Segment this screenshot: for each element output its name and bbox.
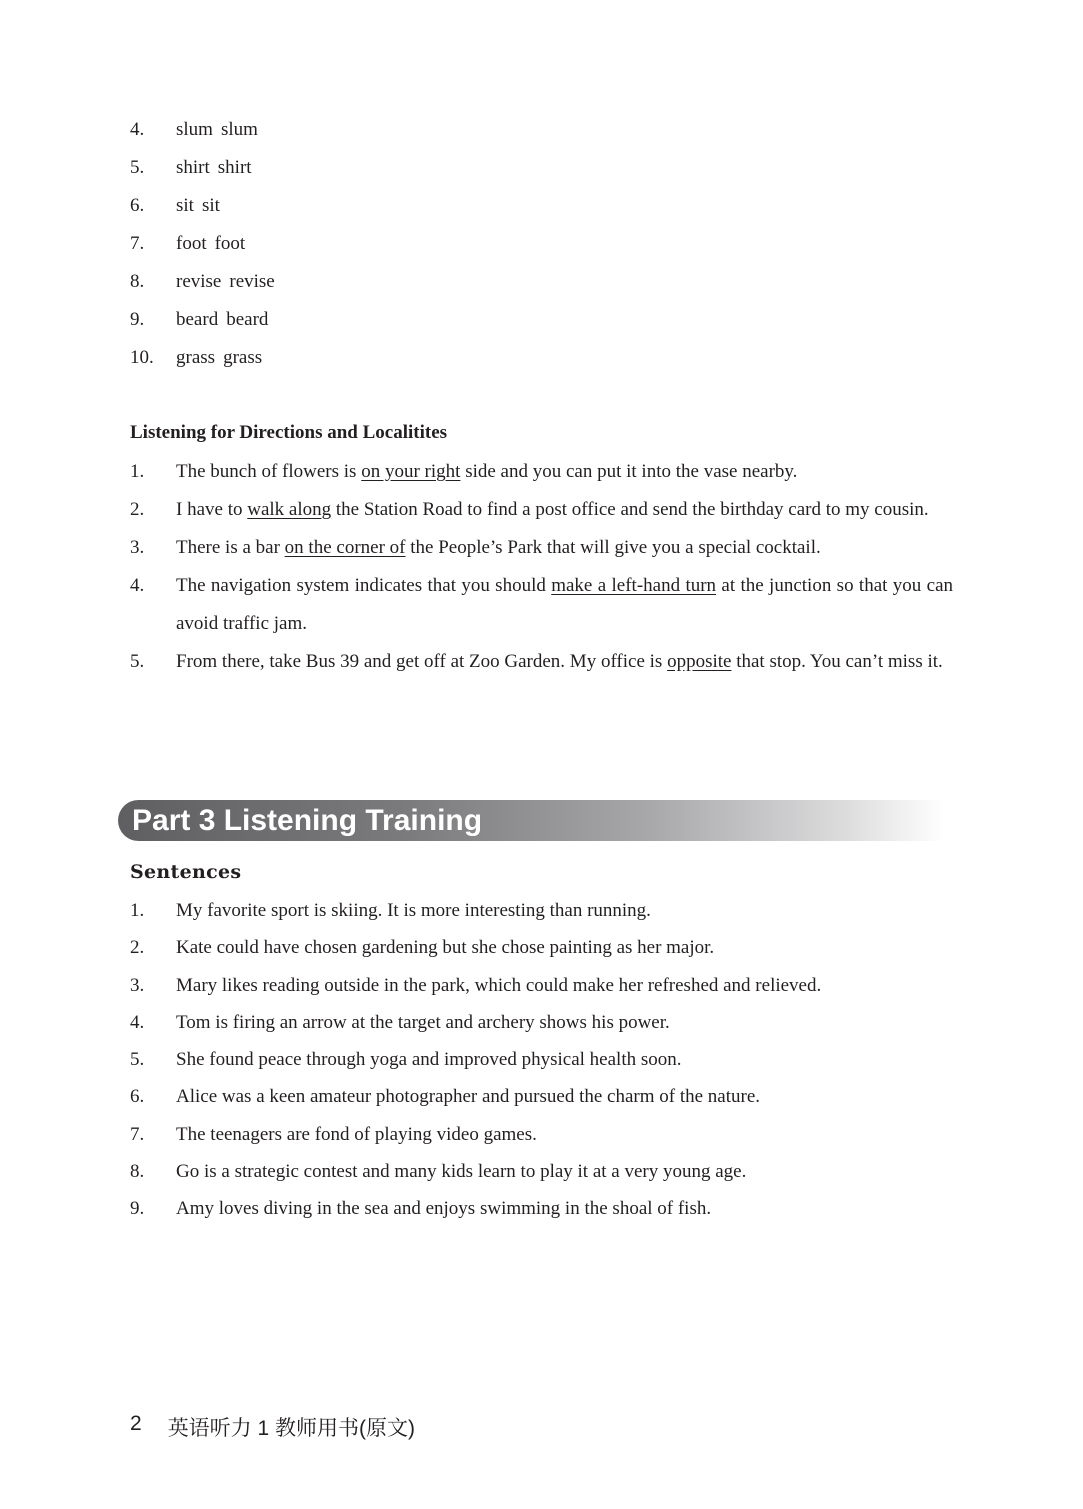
item-number: 5. [130, 1049, 145, 1071]
item-number: 7. [130, 1123, 145, 1145]
word: sit [201, 195, 220, 216]
word: slum [176, 119, 213, 140]
list-item [130, 1153, 953, 1190]
sentence-text: Kate could have chosen gardening but she chose painting as her major. [176, 937, 715, 959]
word: beard [226, 309, 269, 330]
sentence-text: The bunch of flowers is [176, 461, 362, 482]
list-item [130, 567, 953, 643]
answer-underlined: on your right [361, 461, 461, 482]
sentence-text: She found peace through yoga and improved physical health soon. [176, 1049, 682, 1071]
list-item [130, 1004, 953, 1041]
sentence-text: Mary likes reading outside in the park, which could make her refreshed and relieved. [176, 974, 822, 996]
word: grass [176, 347, 216, 368]
word: grass [223, 347, 263, 368]
list-item [130, 301, 953, 339]
word: foot [176, 233, 207, 254]
item-number: 1. [130, 461, 145, 482]
word: shirt [217, 157, 252, 178]
book-title: 英语听力 1 教师用书(原文) [167, 1417, 416, 1440]
list-item [130, 491, 953, 529]
item-number: 1. [130, 900, 145, 921]
list-item [130, 967, 953, 1004]
word-pair-list [130, 111, 953, 377]
word: sit [176, 195, 194, 216]
list-item [130, 1078, 953, 1115]
item-number: 5. [130, 651, 145, 672]
page-number: 2 [130, 1412, 142, 1435]
item-number: 4. [130, 1011, 145, 1033]
item-number: 6. [130, 1086, 145, 1108]
answer-underlined: on the corner of [284, 537, 406, 558]
item-number: 9. [130, 309, 145, 330]
list-item [130, 225, 953, 263]
sentence-text: I have to [176, 499, 248, 520]
list-item [130, 263, 953, 301]
sentence-text: The navigation system indicates that you should [176, 575, 552, 596]
list-item [130, 529, 953, 567]
list-item [130, 1041, 953, 1078]
sentence-text: side and you can put it into the vase nearby. [460, 461, 798, 482]
sentences-list [130, 892, 953, 1228]
sentence-text: at the junction so that you can avoid traffic jam. [176, 575, 954, 634]
item-number: 10. [130, 347, 154, 368]
sentence-text: The teenagers are fond of playing video games. [176, 1123, 537, 1145]
sentence-text: My favorite sport is skiing. It is more interesting than running. [176, 900, 651, 921]
sentence-text: Alice was a keen amateur photographer and pursued the charm of the nature. [176, 1086, 761, 1108]
list-item [130, 1116, 953, 1153]
word: beard [176, 309, 219, 330]
list-item [130, 892, 953, 929]
item-number: 3. [130, 974, 145, 996]
answer-underlined: walk along [247, 499, 332, 520]
sentence-text: Go is a strategic contest and many kids learn to play it at a very young age. [176, 1161, 747, 1183]
part-title: Part 3 Listening Training [132, 804, 483, 837]
page-footer [130, 1412, 415, 1442]
word: slum [220, 119, 258, 140]
list-item [130, 929, 953, 966]
item-number: 6. [130, 195, 145, 216]
answer-underlined: opposite [667, 651, 732, 672]
list-item [130, 111, 953, 149]
sentence-text: There is a bar [176, 537, 285, 558]
item-number: 2. [130, 937, 145, 959]
sentence-text: From there, take Bus 39 and get off at Zoo Garden. My office is [176, 651, 668, 672]
item-number: 4. [130, 119, 145, 140]
item-number: 7. [130, 233, 145, 254]
answer-underlined: make a left-hand turn [551, 575, 717, 596]
section-heading-directions: Listening for Directions and Localitites [130, 422, 448, 443]
word: foot [214, 233, 246, 254]
section-heading-sentences: Sentences [130, 861, 242, 883]
item-number: 8. [130, 271, 145, 292]
item-number: 8. [130, 1161, 145, 1183]
list-item [130, 339, 953, 377]
sentence-text: Tom is firing an arrow at the target and archery shows his power. [176, 1011, 670, 1033]
list-item [130, 453, 953, 491]
item-number: 5. [130, 157, 145, 178]
word: shirt [176, 157, 210, 178]
sentence-text: the Station Road to find a post office and send the birthday card to my cousin. [331, 499, 929, 520]
sentence-text: that stop. You can’t miss it. [731, 651, 943, 672]
word: revise [229, 271, 275, 292]
item-number: 4. [130, 575, 145, 596]
list-item [130, 149, 953, 187]
sentence-text: Amy loves diving in the sea and enjoys swimming in the shoal of fish. [176, 1198, 712, 1220]
list-item [130, 643, 953, 681]
directions-list [130, 453, 953, 681]
item-number: 2. [130, 499, 145, 520]
list-item [130, 1190, 953, 1227]
item-number: 9. [130, 1198, 145, 1220]
item-number: 3. [130, 537, 145, 558]
word: revise [176, 271, 222, 292]
part-banner [118, 800, 944, 841]
sentence-text: the People’s Park that will give you a special cocktail. [405, 537, 821, 558]
list-item [130, 187, 953, 225]
